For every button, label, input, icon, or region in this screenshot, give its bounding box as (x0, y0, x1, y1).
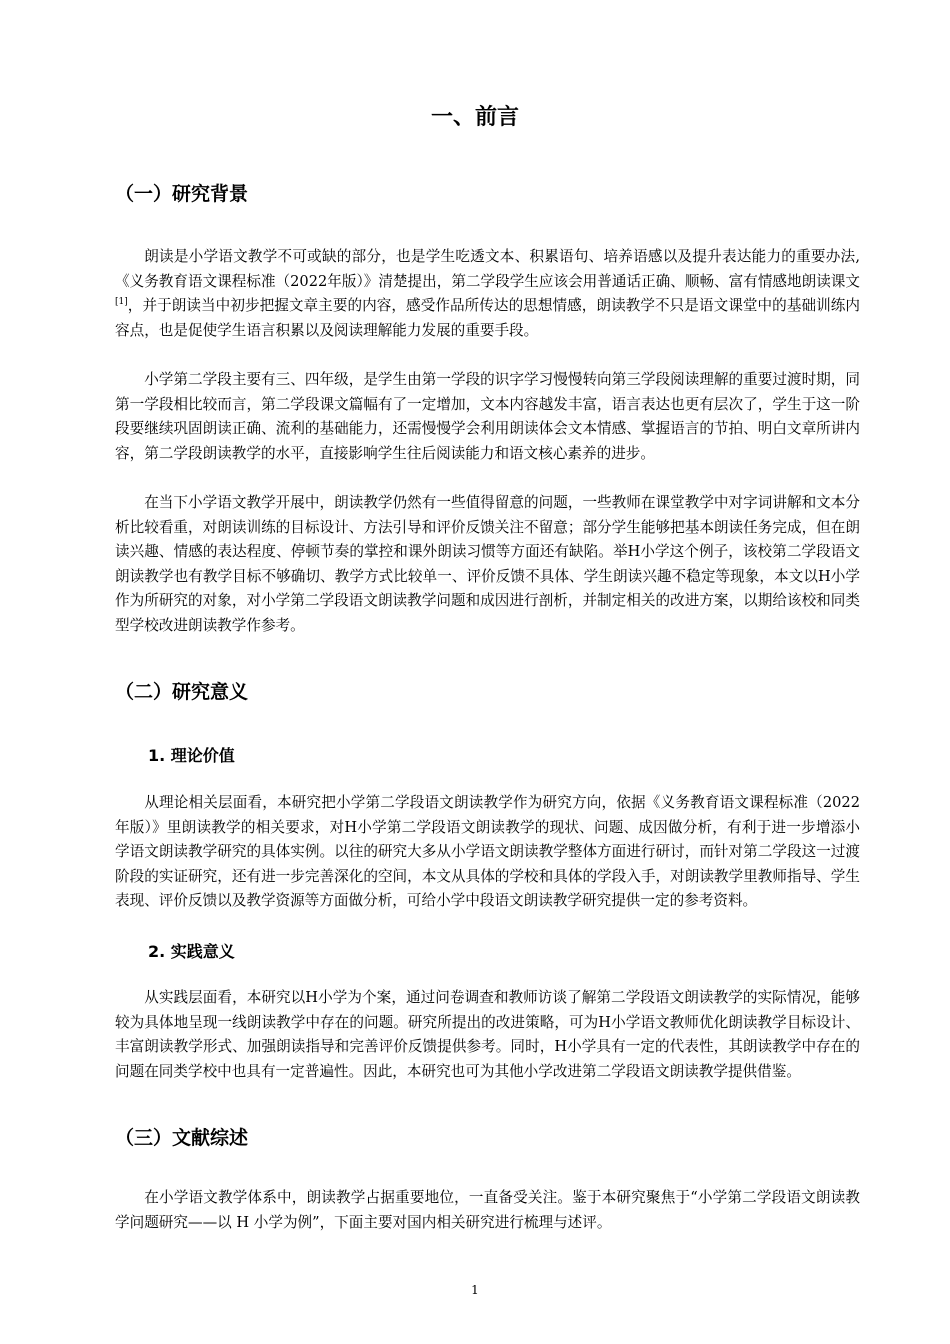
section-heading-background: （一）研究背景 (115, 183, 249, 205)
paragraph-background-3: 在当下小学语文教学开展中，朗读教学仍然有一些值得留意的问题，一些教师在课堂教学中对字词讲解和文本分析比较看重，对朗读训练的目标设计、方法引导和评价反馈关注不留意；部分学生能够把基本朗读任务完成，但在朗读兴趣、情感的表达程度、停顿节奏的掌控和课外朗读习惯等方面还有缺陷。举H小学这个例子，该校第二学段语文朗读教学也有教学目标不够确切、教学方式比较单一、评价反馈不具体、学生朗读兴趣不稳定等现象，本文以H小学作为所研究的对象，对小学第二学段语文朗读教学问题和成因进行剖析，并制定相关的改进方案，以期给该校和同类型学校改进朗读教学作参考。 (115, 494, 860, 634)
paragraph-text: 朗读是小学语文教学不可或缺的部分，也是学生吃透文本、积累语句、培养语感以及提升表达能力的重要办法,《义务教育语文课程标准（2022年版）》清楚提出，第二学段学生应该会用普通话正确、顺畅、富有情感地朗读课文 (115, 248, 860, 290)
page-number: 1 (471, 1283, 479, 1297)
paragraph-background-2: 小学第二学段主要有三、四年级，是学生由第一学段的识字学习慢慢转向第三学段阅读理解的重要过渡时期，同第一学段相比较而言，第二学段课文篇幅有了一定增加，文本内容越发丰富，语言表达也更有层次了，学生于这一阶段要继续巩固朗读正确、流利的基础能力，还需慢慢学会利用朗读体会文本情感、掌握语言的节拍、明白文章所讲内容，第二学段朗读教学的水平，直接影响学生往后阅读能力和语文核心素养的进步。 (115, 371, 860, 462)
chapter-title: 一、前言 (430, 105, 519, 130)
paragraph-background-1 (115, 245, 860, 343)
paragraph-review: 在小学语文教学体系中，朗读教学占据重要地位，一直备受关注。鉴于本研究聚焦于“小学第二学段语文朗读教学问题研究——以 H 小学为例”，下面主要对国内相关研究进行梳理与述评。 (115, 1189, 860, 1231)
paragraph-text: ，并于朗读当中初步把握文章主要的内容，感受作品所传达的思想情感，朗读教学不只是语文课堂中的基础训练内容点，也是促使学生语言积累以及阅读理解能力发展的重要手段。 (115, 297, 860, 339)
citation-ref: [1] (115, 297, 128, 308)
sub-heading-practice: 2. 实践意义 (148, 942, 235, 961)
section-heading-significance: （二）研究意义 (115, 681, 249, 703)
sub-heading-theory: 1. 理论价值 (148, 746, 235, 765)
section-heading-review: （三）文献综述 (115, 1127, 249, 1149)
paragraph-theory: 从理论相关层面看，本研究把小学第二学段语文朗读教学作为研究方向，依据《义务教育语文课程标准（2022年版）》里朗读教学的相关要求，对H小学第二学段语文朗读教学的现状、问题、成因做分析，有利于进一步增添小学语文朗读教学研究的具体实例。以往的研究大多从小学语文朗读教学整体方面进行研讨，而针对第二学段这一过渡阶段的实证研究，还有进一步完善深化的空间，本文从具体的学校和具体的学段入手，对朗读教学里教师指导、学生表现、评价反馈以及教学资源等方面做分析，可给小学中段语文朗读教学研究提供一定的参考资料。 (115, 794, 860, 910)
paragraph-practice: 从实践层面看，本研究以H小学为个案，通过问卷调查和教师访谈了解第二学段语文朗读教学的实际情况，能够较为具体地呈现一线朗读教学中存在的问题。研究所提出的改进策略，可为H小学语文教师优化朗读教学目标设计、丰富朗读教学形式、加强朗读指导和完善评价反馈提供参考。同时，H小学具有一定的代表性，其朗读教学中存在的问题在同类学校中也具有一定普遍性。因此，本研究也可为其他小学改进第二学段语文朗读教学提供借鉴。 (115, 989, 860, 1080)
